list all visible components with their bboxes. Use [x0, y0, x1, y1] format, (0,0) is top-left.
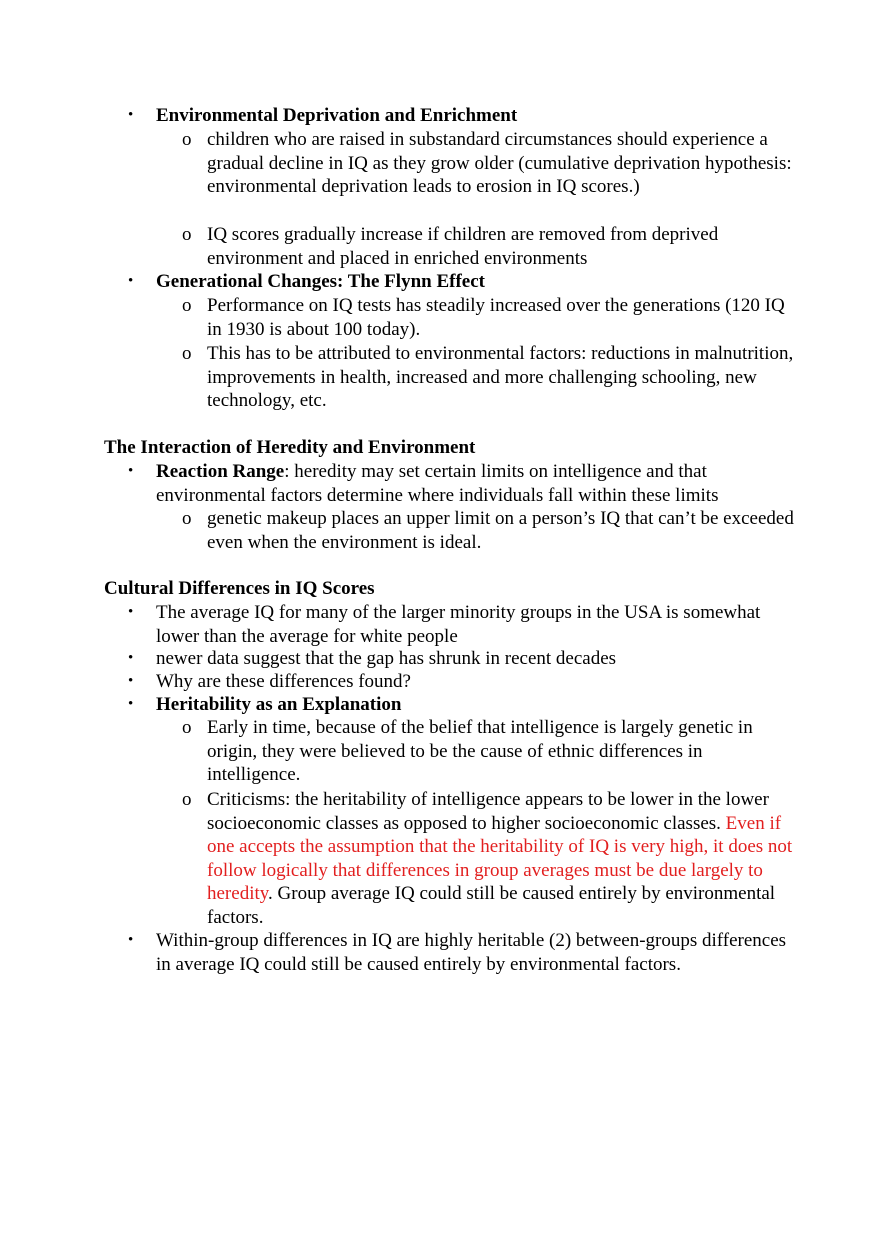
bullet-icon: • — [128, 696, 134, 712]
cultural-point-2: newer data suggest that the gap has shrunk in recent decades — [156, 648, 617, 669]
heritability-point-2 — [207, 788, 797, 930]
bullet-icon: • — [128, 650, 134, 666]
bullet-flynn-effect-title: Generational Changes: The Flynn Effect — [156, 271, 485, 292]
cultural-point-3: Why are these differences found? — [156, 671, 411, 692]
flynn-effect-point-1: Performance on IQ tests has steadily increased over the generations (120 IQ in 1930 is about 100 today). — [207, 295, 785, 340]
bullet-icon: • — [128, 604, 134, 620]
bullet-env-deprivation-title: Environmental Deprivation and Enrichment — [156, 105, 518, 126]
bullet-icon: • — [128, 932, 134, 948]
reaction-range-point-1: genetic makeup places an upper limit on a person’s IQ that can’t be exceeded even when the environment is ideal. — [207, 508, 794, 553]
bullet-icon: • — [128, 273, 134, 289]
bullet-icon: • — [128, 673, 134, 689]
bullet-icon: • — [128, 463, 134, 479]
criticisms-conclusion: . Group average IQ could still be caused entirely by environmental factors. — [207, 883, 776, 928]
sub-bullet-icon: o — [182, 343, 192, 364]
flynn-effect-point-2: This has to be attributed to environmental factors: reductions in malnutrition, improvements in health, increased and more challenging schooling, new technology, etc. — [207, 343, 794, 412]
bullet-icon: • — [128, 107, 134, 123]
sub-bullet-icon: o — [182, 508, 192, 529]
sub-bullet-icon: o — [182, 224, 192, 245]
reaction-range-paragraph — [156, 460, 796, 507]
sub-bullet-icon: o — [182, 295, 192, 316]
sub-bullet-icon: o — [182, 129, 192, 150]
reaction-range-definition: : heredity may set certain limits on intelligence and that environmental factors determine where individuals fall within these limits — [156, 461, 719, 506]
heritability-explanation-title: Heritability as an Explanation — [156, 694, 402, 715]
sub-bullet-icon: o — [182, 717, 192, 738]
heritability-point-1: Early in time, because of the belief that intelligence is largely genetic in origin, they were believed to be the cause of ethnic differences in intelligence. — [207, 717, 753, 786]
highlighted-text: Even if one accepts the assumption that the heritability of IQ is very high, it does not follow logically that differences in group averages must be due largely to heredity — [207, 812, 793, 905]
reaction-range-term: Reaction Range — [156, 461, 285, 482]
env-deprivation-point-1: children who are raised in substandard circumstances should experience a gradual decline in IQ as they grow older (cumulative deprivation hypothesis: environmental deprivation leads to erosion in IQ scores.) — [207, 129, 792, 198]
heading-interaction: The Interaction of Heredity and Environment — [104, 437, 476, 458]
cultural-point-1: The average IQ for many of the larger minority groups in the USA is somewhat lower than the average for white people — [156, 602, 761, 647]
criticisms-text: Criticisms: the heritability of intelligence appears to be lower in the lower socioeconomic classes as opposed to higher socioeconomic classes. — [207, 789, 769, 834]
sub-bullet-icon: o — [182, 789, 192, 810]
cultural-point-5: Within-group differences in IQ are highly heritable (2) between-groups differences in average IQ could still be caused entirely by environmental factors. — [156, 930, 787, 975]
env-deprivation-point-2: IQ scores gradually increase if children are removed from deprived environment and placed in enriched environments — [207, 224, 719, 269]
heading-cultural-differences: Cultural Differences in IQ Scores — [104, 578, 375, 599]
